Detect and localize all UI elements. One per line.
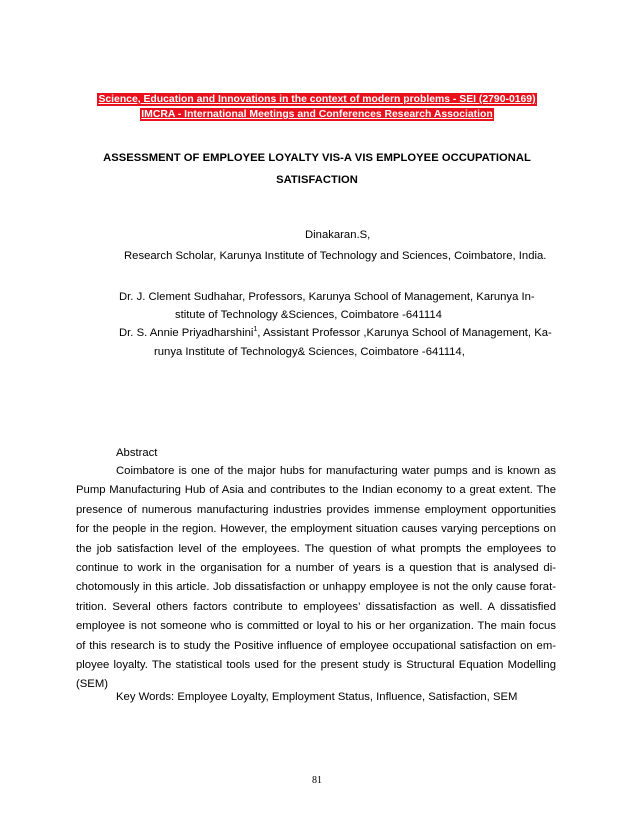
keywords: Key Words: Employee Loyalty, Employment Status, Influence, Satisfaction, SEM — [116, 691, 518, 703]
author-3-line-1 — [119, 327, 552, 339]
author-1-affiliation: Research Scholar, Karunya Institute of Technology and Sciences, Coimbatore, India. — [124, 250, 547, 262]
abstract-body — [76, 462, 556, 695]
author-3-affiliation: , Assistant Professor ,Karunya School of Management, Ka- — [257, 327, 552, 339]
author-3-line-2: runya Institute of Technology& Sciences, Coimbatore -641114, — [154, 346, 465, 358]
abstract-heading: Abstract — [116, 447, 158, 459]
author-3-name: Dr. S. Annie Priyadharshini — [119, 327, 254, 339]
author-2-line-1: Dr. J. Clement Sudhahar, Professors, Karunya School of Management, Karunya In- — [119, 291, 535, 303]
abstract-text: Coimbatore is one of the major hubs for manufacturing water pumps and is known as Pump Manufacturing Hub of Asia and contributes to the Indian economy to a great extent. The presence of numerous manufacturing industries provides immense employment opportunities for the people in the region. However, the employment situation causes varying perceptions on the job satisfaction level of the employees. The question of what prompts the employees to continue to work in the organisation for a number of years is a question that is analysed di-chotomously in this article. Job dissatisfaction or unhappy employee is not the only cause forat-trition. Several others factors contribute to employees’ dissatisfaction as well. A dissatisfied employee is not someone who is committed or loyal to his or her organization. The main focus of this research is to study the Positive influence of employee occupational satisfaction on em-ployee loyalty. The statistical tools used for the present study is Structural Equation Modelling (SEM) — [76, 465, 556, 691]
paper-title-line-2: SATISFACTION — [276, 174, 358, 186]
organization-header — [0, 109, 634, 120]
journal-header — [0, 94, 634, 105]
paper-title-line-1: ASSESSMENT OF EMPLOYEE LOYALTY VIS-A VIS EMPLOYEE OCCUPATIONAL — [103, 152, 531, 164]
author-3-footnote-mark: 1 — [253, 326, 258, 334]
page-number: 81 — [312, 775, 322, 786]
organization-link[interactable]: IMCRA - International Meetings and Conferences Research Association — [141, 109, 493, 120]
journal-link[interactable]: Science, Education and Innovations in the context of modern problems - SEI (2790-0169) — [98, 94, 536, 105]
author-1-name: Dinakaran.S, — [305, 229, 371, 241]
author-2-line-2: stitute of Technology &Sciences, Coimbatore -641114 — [175, 309, 442, 321]
